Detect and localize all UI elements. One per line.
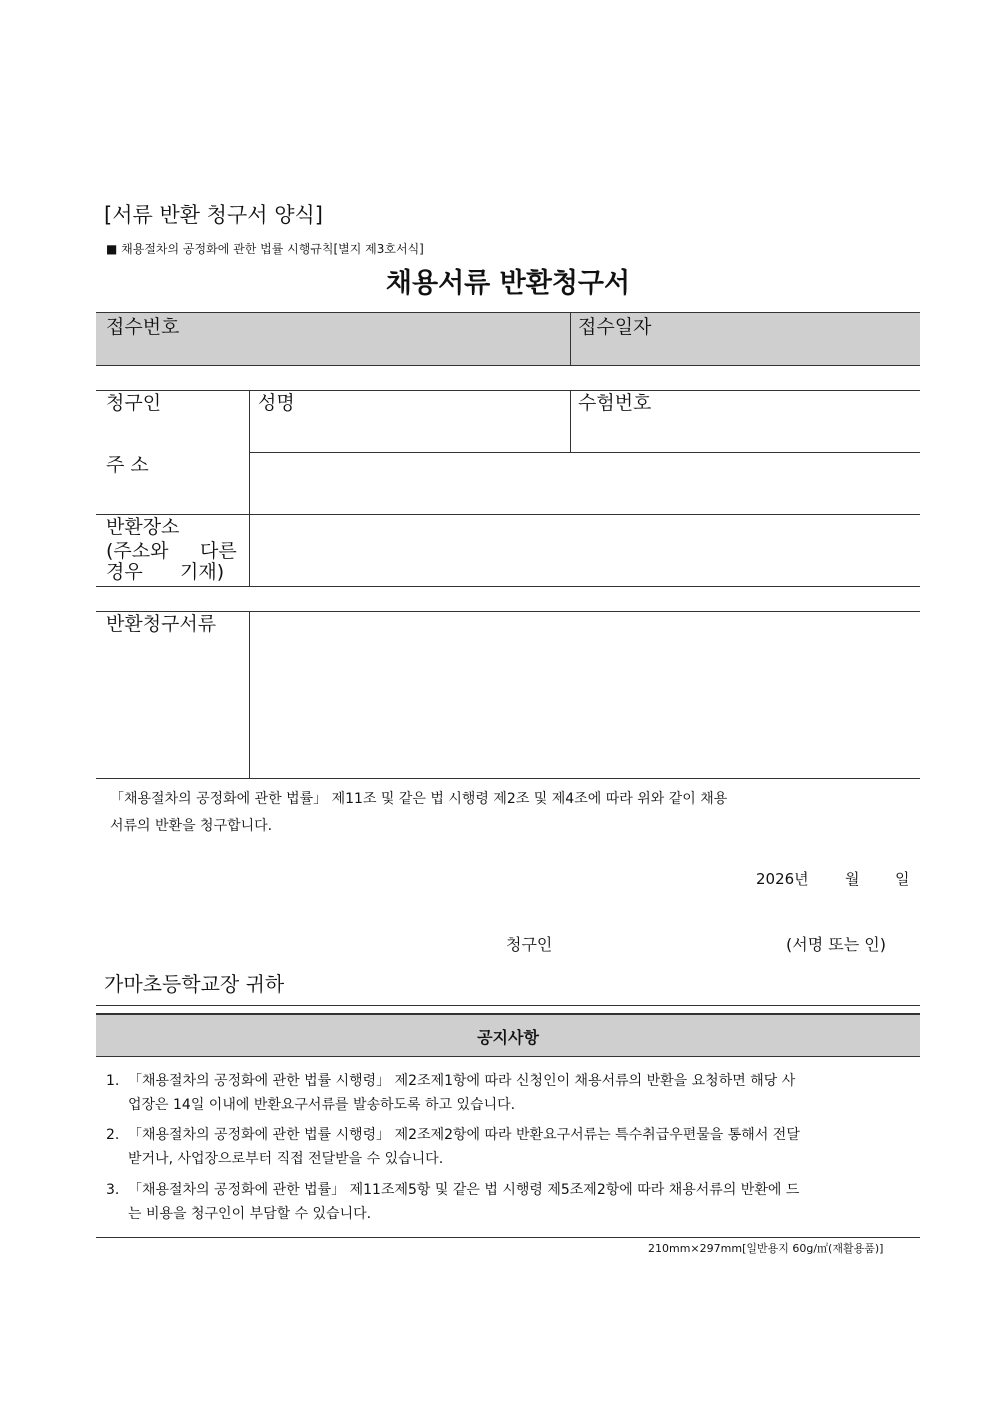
address-field[interactable] bbox=[258, 460, 912, 508]
section-title: [서류 반환 청구서 양식] bbox=[104, 203, 323, 227]
return-place-label: 반환장소 bbox=[106, 516, 180, 538]
notice-item-1-line2: 업장은 14일 이내에 반환요구서류를 발송하도록 하고 있습니다. bbox=[128, 1097, 516, 1113]
name-label: 성명 bbox=[258, 392, 295, 414]
name-field[interactable] bbox=[258, 420, 562, 448]
recipient: 가마초등학교장 귀하 bbox=[104, 972, 285, 996]
notice-item-1-line1: 「채용절차의 공정화에 관한 법률 시행령」 제2조제1항에 따라 신청인이 채용서류의 반환을 요청하면 해당 사 bbox=[128, 1073, 796, 1089]
date-year: 2026년 bbox=[756, 870, 809, 888]
address-label: 주 소 bbox=[106, 454, 149, 476]
paper-spec: 210mm×297mm[일반용지 60g/㎡(재활용품)] bbox=[648, 1242, 884, 1255]
exam-number-field[interactable] bbox=[578, 420, 912, 448]
notice-title: 공지사항 bbox=[477, 1028, 539, 1047]
return-place-label-3a: 경우 bbox=[106, 561, 143, 583]
date-month: 월 bbox=[845, 870, 860, 888]
receipt-block bbox=[96, 313, 920, 365]
statement-line2: 서류의 반환을 청구합니다. bbox=[110, 818, 273, 834]
receipt-date-label: 접수일자 bbox=[578, 316, 652, 338]
legal-basis: ■ 채용절차의 공정화에 관한 법률 시행규칙[별지 제3호서식] bbox=[106, 242, 424, 256]
return-place-label-3b: 기재) bbox=[180, 561, 225, 583]
signer-label: 청구인 bbox=[506, 935, 553, 954]
return-place-label-2b: 다른 bbox=[200, 540, 237, 562]
exam-number-label: 수험번호 bbox=[578, 392, 652, 414]
statement-line1: 「채용절차의 공정화에 관한 법률」 제11조 및 같은 법 시행령 제2조 및 제4조에 따라 위와 같이 채용 bbox=[110, 791, 728, 807]
receipt-number-label: 접수번호 bbox=[106, 316, 180, 338]
notice-item-1-num: 1. bbox=[106, 1073, 120, 1089]
notice-item-3-num: 3. bbox=[106, 1182, 120, 1198]
date-day: 일 bbox=[895, 870, 910, 888]
return-docs-label: 반환청구서류 bbox=[106, 613, 217, 635]
notice-item-3-line2: 는 비용을 청구인이 부담할 수 있습니다. bbox=[128, 1206, 372, 1222]
notice-item-2-num: 2. bbox=[106, 1127, 120, 1143]
return-docs-field[interactable] bbox=[258, 620, 912, 770]
signature-field[interactable] bbox=[580, 930, 770, 956]
notice-item-3-line1: 「채용절차의 공정화에 관한 법률」 제11조제5항 및 같은 법 시행령 제5조제2항에 따라 채용서류의 반환에 드 bbox=[128, 1182, 800, 1198]
notice-item-2-line1: 「채용절차의 공정화에 관한 법률 시행령」 제2조제2항에 따라 반환요구서류는 특수취급우편물을 통해서 전달 bbox=[128, 1127, 800, 1143]
sign-note: (서명 또는 인) bbox=[786, 935, 886, 954]
return-place-label-2a: (주소와 bbox=[106, 540, 169, 562]
applicant-label: 청구인 bbox=[106, 392, 162, 414]
form-title: 채용서류 반환청구서 bbox=[385, 268, 631, 299]
return-place-field[interactable] bbox=[258, 520, 912, 580]
notice-item-2-line2: 받거나, 사업장으로부터 직접 전달받을 수 있습니다. bbox=[128, 1151, 444, 1167]
